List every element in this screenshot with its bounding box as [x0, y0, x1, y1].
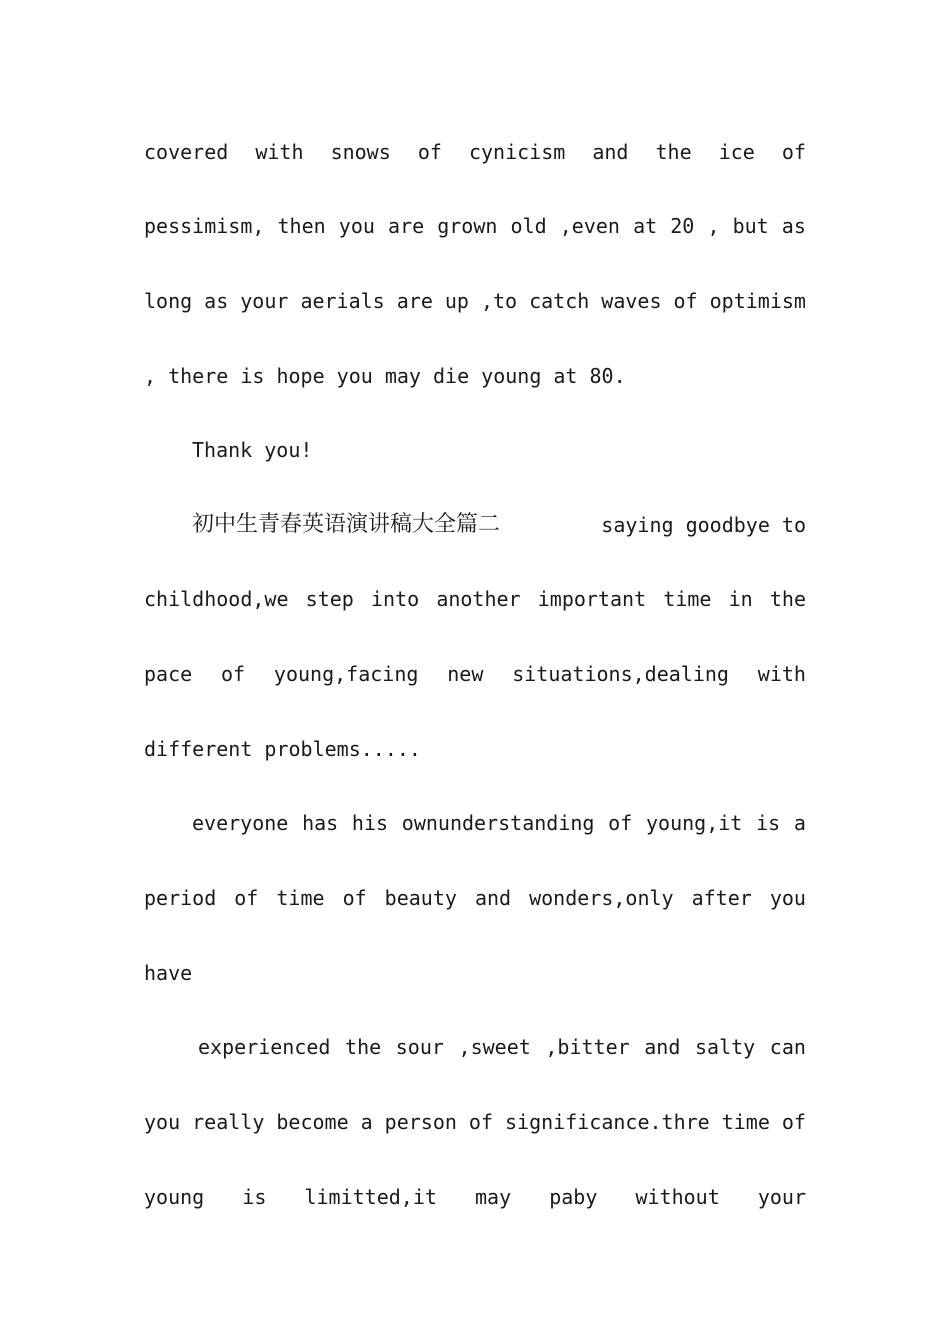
word: a	[360, 1110, 373, 1134]
word: is	[242, 1185, 267, 1209]
text-line-3	[144, 281, 806, 321]
text-line-10	[192, 803, 806, 843]
word: paby	[549, 1185, 598, 1209]
word: of	[342, 886, 367, 910]
word: the	[769, 587, 806, 611]
word: with	[757, 662, 806, 686]
word: sour	[395, 1035, 444, 1059]
word: pace	[144, 662, 193, 686]
word: time	[721, 1110, 770, 1134]
word: and	[592, 140, 629, 164]
word: cynicism	[468, 140, 566, 164]
word: and	[644, 1035, 681, 1059]
word: situations,dealing	[512, 662, 729, 686]
word: person	[384, 1110, 457, 1134]
word: ,to	[480, 289, 518, 313]
word: can	[769, 1035, 806, 1059]
word: ice	[718, 140, 755, 164]
word: step	[305, 587, 354, 611]
word: has	[302, 811, 339, 835]
section-heading: 初中生青春英语演讲稿大全篇二	[192, 512, 501, 537]
word: limitted,it	[304, 1185, 437, 1209]
word: of	[234, 886, 259, 910]
word: at	[633, 214, 658, 238]
text-line-7	[144, 579, 806, 619]
text-line-15	[144, 1177, 806, 1217]
word: salty	[694, 1035, 756, 1059]
word: after	[691, 886, 752, 910]
word: significance.thre	[505, 1110, 710, 1134]
word: grown	[437, 214, 498, 238]
word: but	[732, 214, 769, 238]
word: of	[673, 289, 698, 313]
word: up	[444, 289, 469, 313]
word: a	[793, 811, 806, 835]
word: time	[663, 587, 712, 611]
word: young	[144, 1185, 205, 1209]
word: your	[757, 1185, 806, 1209]
word: period	[144, 886, 217, 910]
text-line-4: , there is hope you may die young at 80.	[144, 364, 626, 388]
word: as	[204, 289, 229, 313]
word: snows	[330, 140, 391, 164]
word: you	[769, 886, 806, 910]
word: are	[388, 214, 425, 238]
word: childhood,we	[144, 587, 289, 611]
word: the	[655, 140, 692, 164]
word: with	[255, 140, 304, 164]
word: wonders,only	[529, 886, 674, 910]
text-line-8	[144, 654, 806, 694]
word: in	[728, 587, 753, 611]
text-line-9: different problems.....	[144, 737, 421, 761]
text-line-11	[144, 878, 806, 918]
text-line-5: Thank you!	[192, 438, 313, 462]
word: optimism	[709, 289, 806, 313]
word: everyone	[192, 811, 289, 835]
text-line-12: have	[144, 961, 193, 985]
word: time	[276, 886, 325, 910]
word: your	[240, 289, 289, 313]
word: his	[351, 811, 389, 835]
text-line-2	[144, 206, 806, 246]
word: you	[338, 214, 375, 238]
word: may	[475, 1185, 512, 1209]
word: experienced	[198, 1035, 331, 1059]
word: ,sweet	[458, 1035, 531, 1059]
text-line-1	[144, 132, 806, 172]
word: of	[468, 1110, 494, 1134]
word: the	[345, 1035, 382, 1059]
text-line-13	[198, 1027, 806, 1067]
word: become	[276, 1110, 349, 1134]
word: ownunderstanding	[401, 811, 595, 835]
word: young,facing	[273, 662, 419, 686]
word: pessimism,	[144, 214, 265, 238]
word: of	[608, 811, 633, 835]
word: beauty	[384, 886, 457, 910]
word: covered	[144, 140, 229, 164]
word: are	[396, 289, 433, 313]
word: 20	[670, 214, 695, 238]
section-first-words: saying goodbye to	[601, 513, 806, 537]
word: long	[144, 289, 193, 313]
word: is	[756, 811, 781, 835]
text-line-14	[144, 1102, 806, 1142]
word: you	[144, 1110, 181, 1134]
word: old	[510, 214, 547, 238]
word: ,bitter	[545, 1035, 630, 1059]
word: important	[537, 587, 647, 611]
word: really	[192, 1110, 265, 1134]
word: young,it	[646, 811, 743, 835]
word: ,	[707, 214, 720, 238]
word: another	[436, 587, 521, 611]
word: as	[781, 214, 806, 238]
word: of	[781, 1110, 806, 1134]
word: ,even	[559, 214, 620, 238]
word: without	[635, 1185, 720, 1209]
word: of	[781, 140, 806, 164]
word: waves	[601, 289, 662, 313]
section-heading-row	[192, 505, 806, 545]
word: then	[277, 214, 326, 238]
word: of	[221, 662, 246, 686]
word: of	[417, 140, 442, 164]
word: and	[474, 886, 512, 910]
word: new	[447, 662, 484, 686]
word: into	[370, 587, 420, 611]
word: aerials	[300, 289, 385, 313]
word: catch	[529, 289, 590, 313]
